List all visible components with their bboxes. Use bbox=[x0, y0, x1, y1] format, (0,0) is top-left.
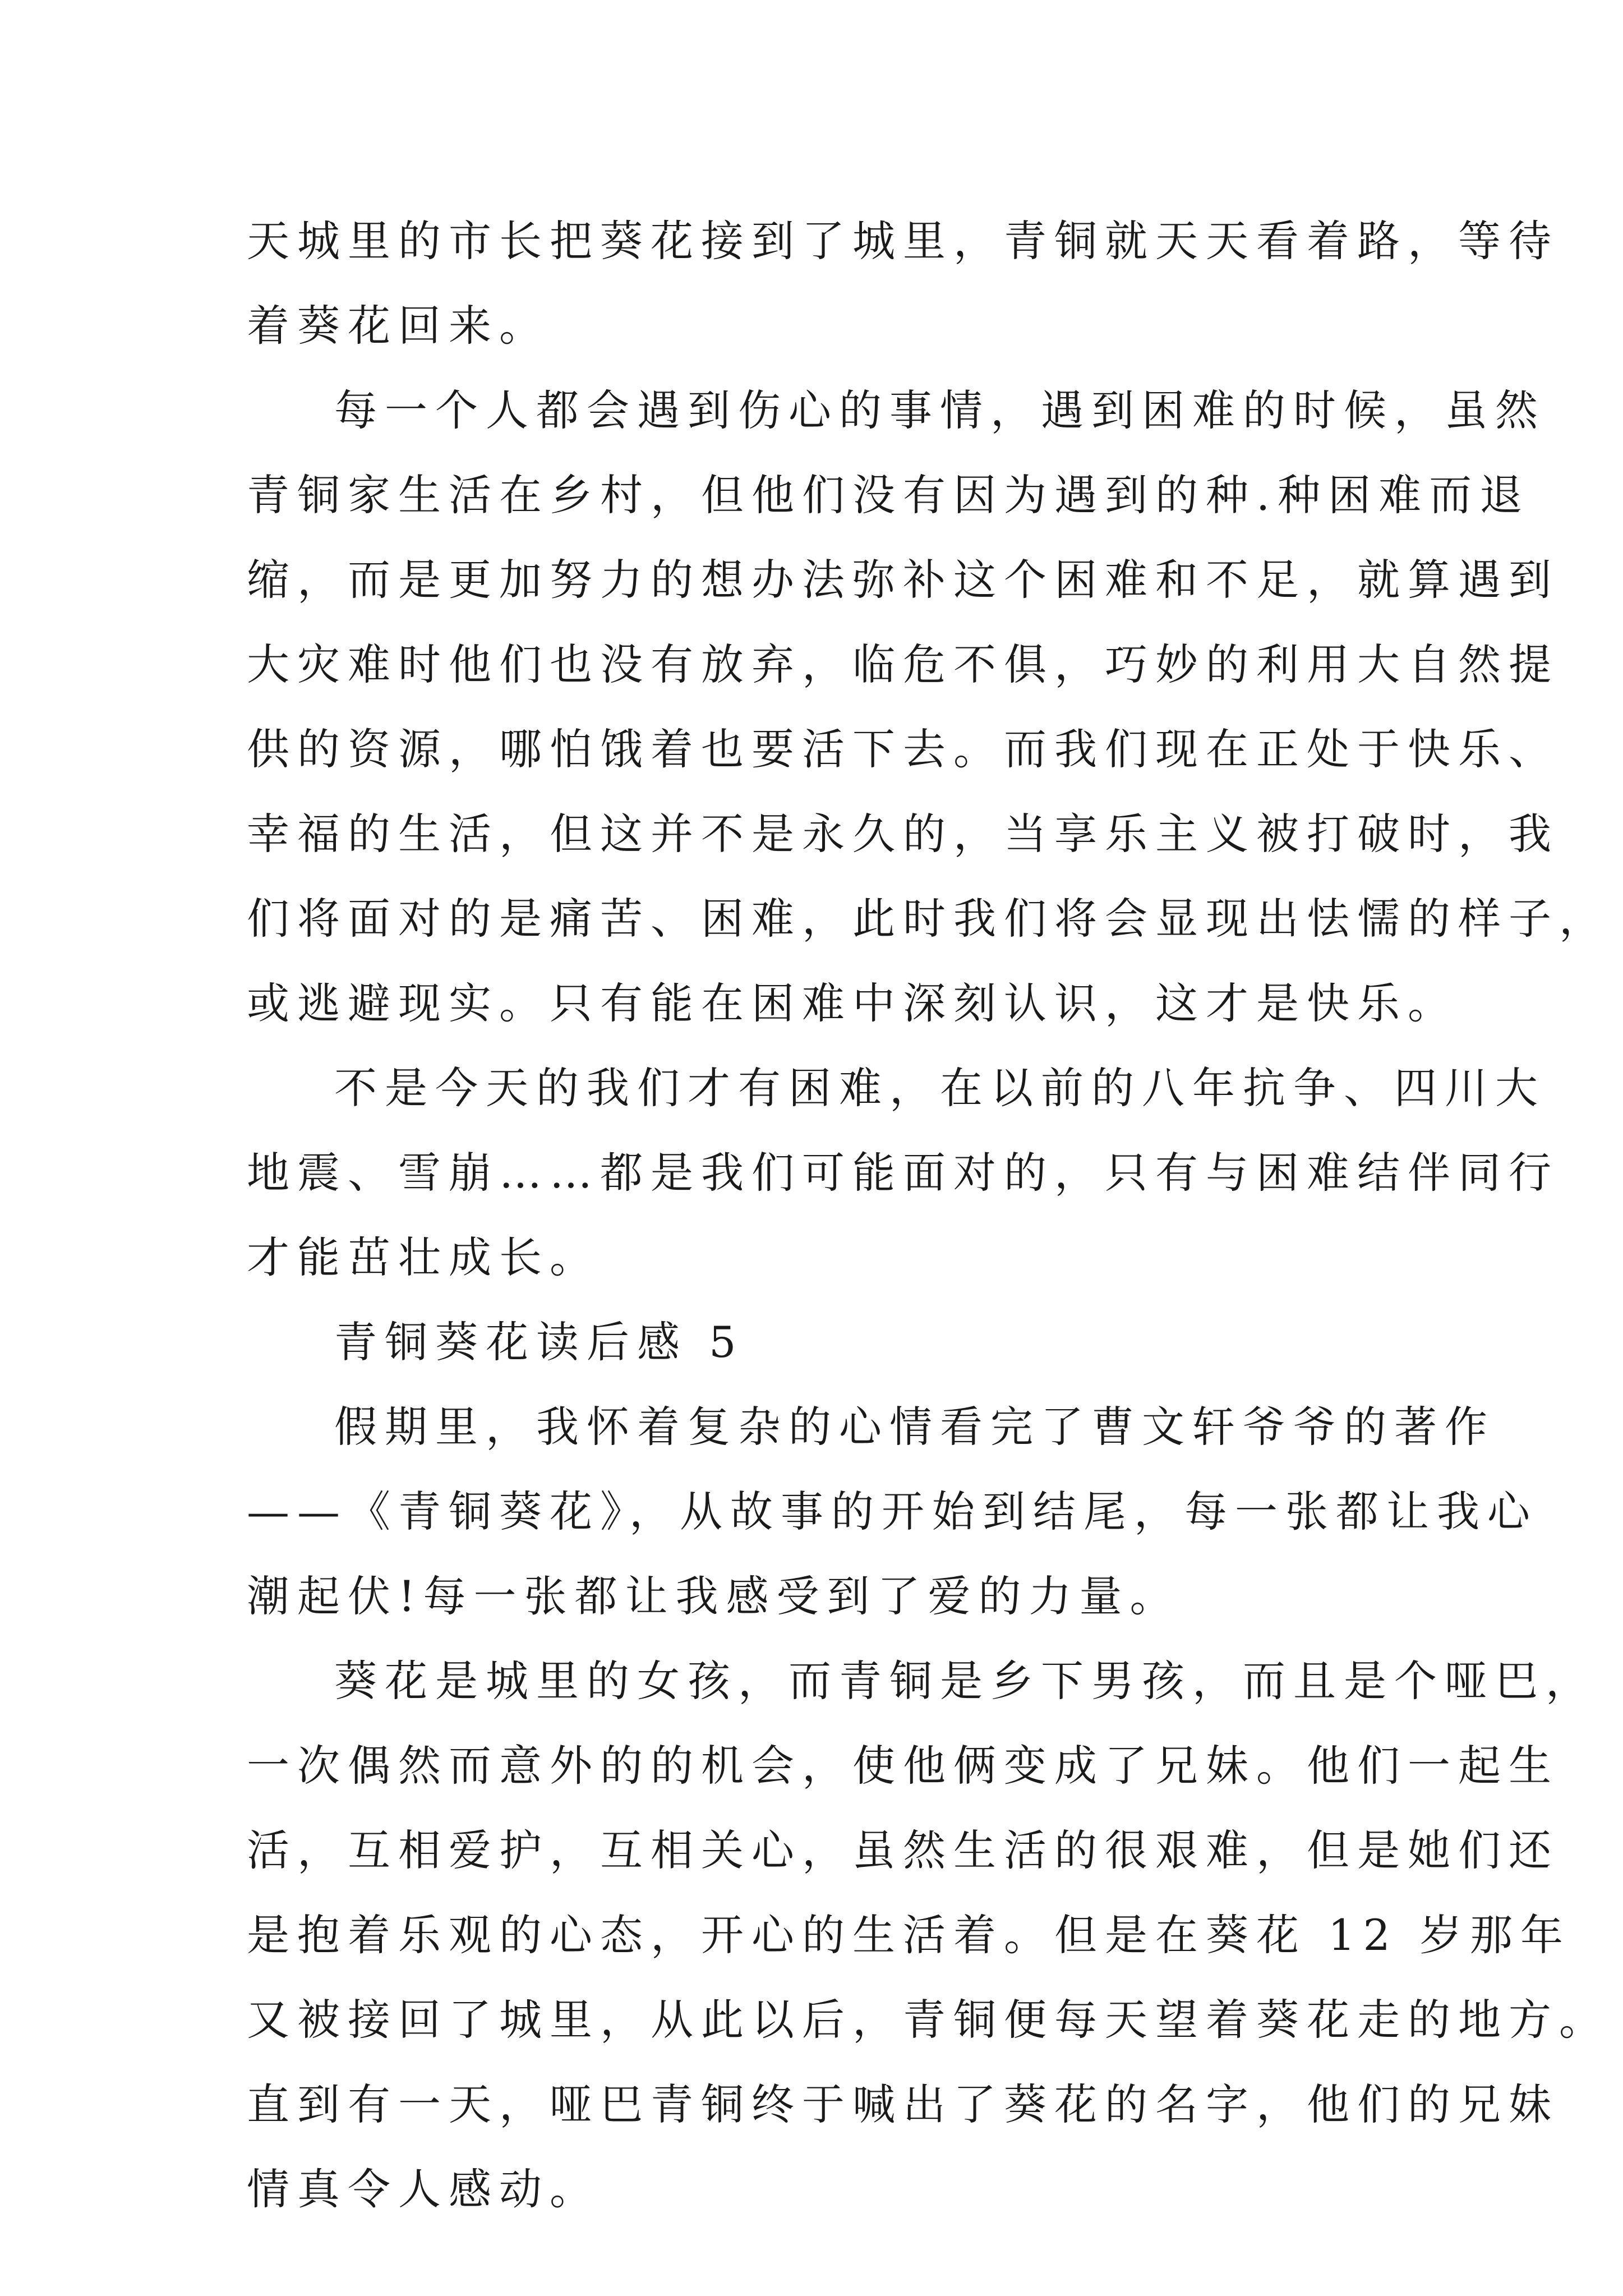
text-line: 一次偶然而意外的的机会，使他俩变成了兄妹。他们一起生 bbox=[247, 1741, 1559, 1791]
text-line: 或逃避现实。只有能在困难中深刻认识，这才是快乐。 bbox=[247, 978, 1458, 1028]
text-line: 情真令人感动。 bbox=[247, 2164, 600, 2214]
text-line: 缩，而是更加努力的想办法弥补这个困难和不足，就算遇到 bbox=[247, 555, 1559, 605]
section-heading: 青铜葵花读后感 5 bbox=[334, 1317, 744, 1367]
text-line: 直到有一天，哑巴青铜终于喊出了葵花的名字，他们的兄妹 bbox=[247, 2079, 1559, 2129]
text-line: 又被接回了城里，从此以后，青铜便每天望着葵花走的地方。 bbox=[247, 1995, 1610, 2045]
text-line: 是抱着乐观的心态，开心的生活着。但是在葵花 12 岁那年 bbox=[247, 1910, 1571, 1960]
text-line: ——《青铜葵花》，从故事的开始到结尾，每一张都让我心 bbox=[247, 1487, 1538, 1536]
text-line: 活，互相爱护，互相关心，虽然生活的很艰难，但是她们还 bbox=[247, 1825, 1559, 1875]
text-line: 们将面对的是痛苦、困难，此时我们将会显现出怯懦的样子， bbox=[247, 894, 1610, 944]
text-line: 幸福的生活，但这并不是永久的，当享乐主义被打破时，我 bbox=[247, 809, 1559, 859]
paragraph-first-line: 每一个人都会遇到伤心的事情，遇到困难的时候，虽然 bbox=[334, 385, 1546, 435]
text-line: 天城里的市长把葵花接到了城里，青铜就天天看着路，等待 bbox=[247, 216, 1559, 266]
paragraph-first-line: 假期里，我怀着复杂的心情看完了曹文轩爷爷的著作 bbox=[334, 1402, 1495, 1452]
text-line: 供的资源，哪怕饿着也要活下去。而我们现在正处于快乐、 bbox=[247, 724, 1559, 774]
text-line: 着葵花回来。 bbox=[247, 301, 550, 351]
paragraph-first-line: 不是今天的我们才有困难，在以前的八年抗争、四川大 bbox=[334, 1063, 1546, 1113]
text-line: 地震、雪崩……都是我们可能面对的，只有与困难结伴同行 bbox=[247, 1148, 1559, 1198]
text-line: 才能茁壮成长。 bbox=[247, 1232, 600, 1282]
text-line: 潮起伏!每一张都让我感受到了爱的力量。 bbox=[247, 1571, 1181, 1621]
text-line: 青铜家生活在乡村，但他们没有因为遇到的种.种困难而退 bbox=[247, 470, 1530, 520]
text-line: 大灾难时他们也没有放弃，临危不俱，巧妙的利用大自然提 bbox=[247, 639, 1559, 689]
paragraph-first-line: 葵花是城里的女孩，而青铜是乡下男孩，而且是个哑巴， bbox=[334, 1656, 1596, 1706]
